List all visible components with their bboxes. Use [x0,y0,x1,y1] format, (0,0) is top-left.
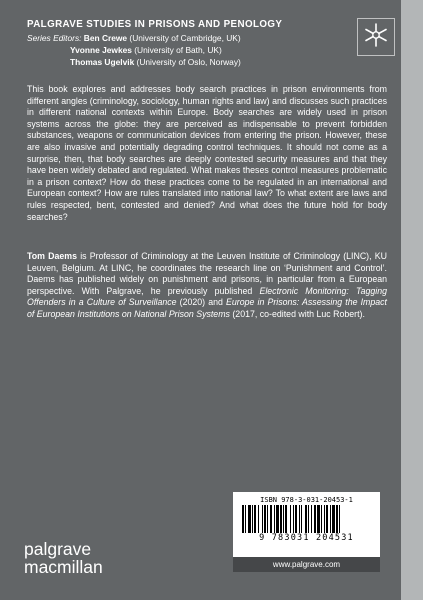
brand-line: macmillan [24,557,103,577]
bio-text: (2020) and [176,297,227,308]
barcode-number: 9 783031 204531 [259,533,354,543]
palgrave-star-icon [363,22,389,53]
series-editors-label: Series Editors: [27,33,82,43]
series-editors [27,32,241,68]
editor-affiliation: (University of Bath, UK) [131,45,222,55]
book-title: Europe in Prisons: Assessing the Impact of European Institutions on National Prison Systems [27,297,387,319]
book-title: Electronic Monitoring: Tagging Offenders in a Culture of Surveillance [27,285,387,308]
series-title: PALGRAVE STUDIES IN PRISONS AND PENOLOGY [27,19,283,30]
bio-text: is Professor of Criminology at the Leuven Institute of Criminology (LINC), KU Leuven, Belgium. At LINC, he coordinates the research line on ‘Punishment and Control’. Daems has published widely on punishment and prisons, in particular from a European perspective. With Palgrave, he previously published [27,251,387,296]
editor-affiliation: (University of Oslo, Norway) [134,57,241,67]
author-bio [27,251,387,321]
barcode [242,505,371,533]
editor-row [27,56,241,68]
publisher-url[interactable]: www.palgrave.com [233,557,380,572]
bio-text: (2017, co-edited with Luc Robert). [229,308,365,319]
editor-name: Thomas Ugelvik [70,57,135,67]
isbn-label: ISBN 978-3-031-20453-1 [260,496,353,504]
editor-row [27,32,241,44]
book-spine [401,0,423,600]
author-name: Tom Daems [27,251,77,261]
editor-row [27,44,241,56]
editor-name: Ben Crewe [83,33,128,43]
editor-affiliation: (University of Cambridge, UK) [127,33,241,43]
book-blurb: This book explores and addresses body search practices in prison environments from different angles (criminology, sociology, human rights and law) and discusses such practices in different national contexts within Europe. Body searches are widely used in prison systems across the globe: they are perceived as indispensable to prevent forbidden substances, weapons or communication devices from entering the prison. However, these are also invasive and potentially degrading control techniques. It should not come as a surprise, then, that body searches are deeply contested security measures and that they have been widely debated and regulated. What makes theses control measures problematic in a prison context? How do these practices come to be regulated in an international and European context? How are rules translated into national law? To what extent are laws and rules respected, bent, contested and denied? And what does the future hold for body searches? [27,84,387,222]
palgrave-logo [357,18,395,56]
editor-name: Yvonne Jewkes [70,45,132,55]
brand-line: palgrave [24,539,92,559]
publisher-logo [24,540,103,576]
